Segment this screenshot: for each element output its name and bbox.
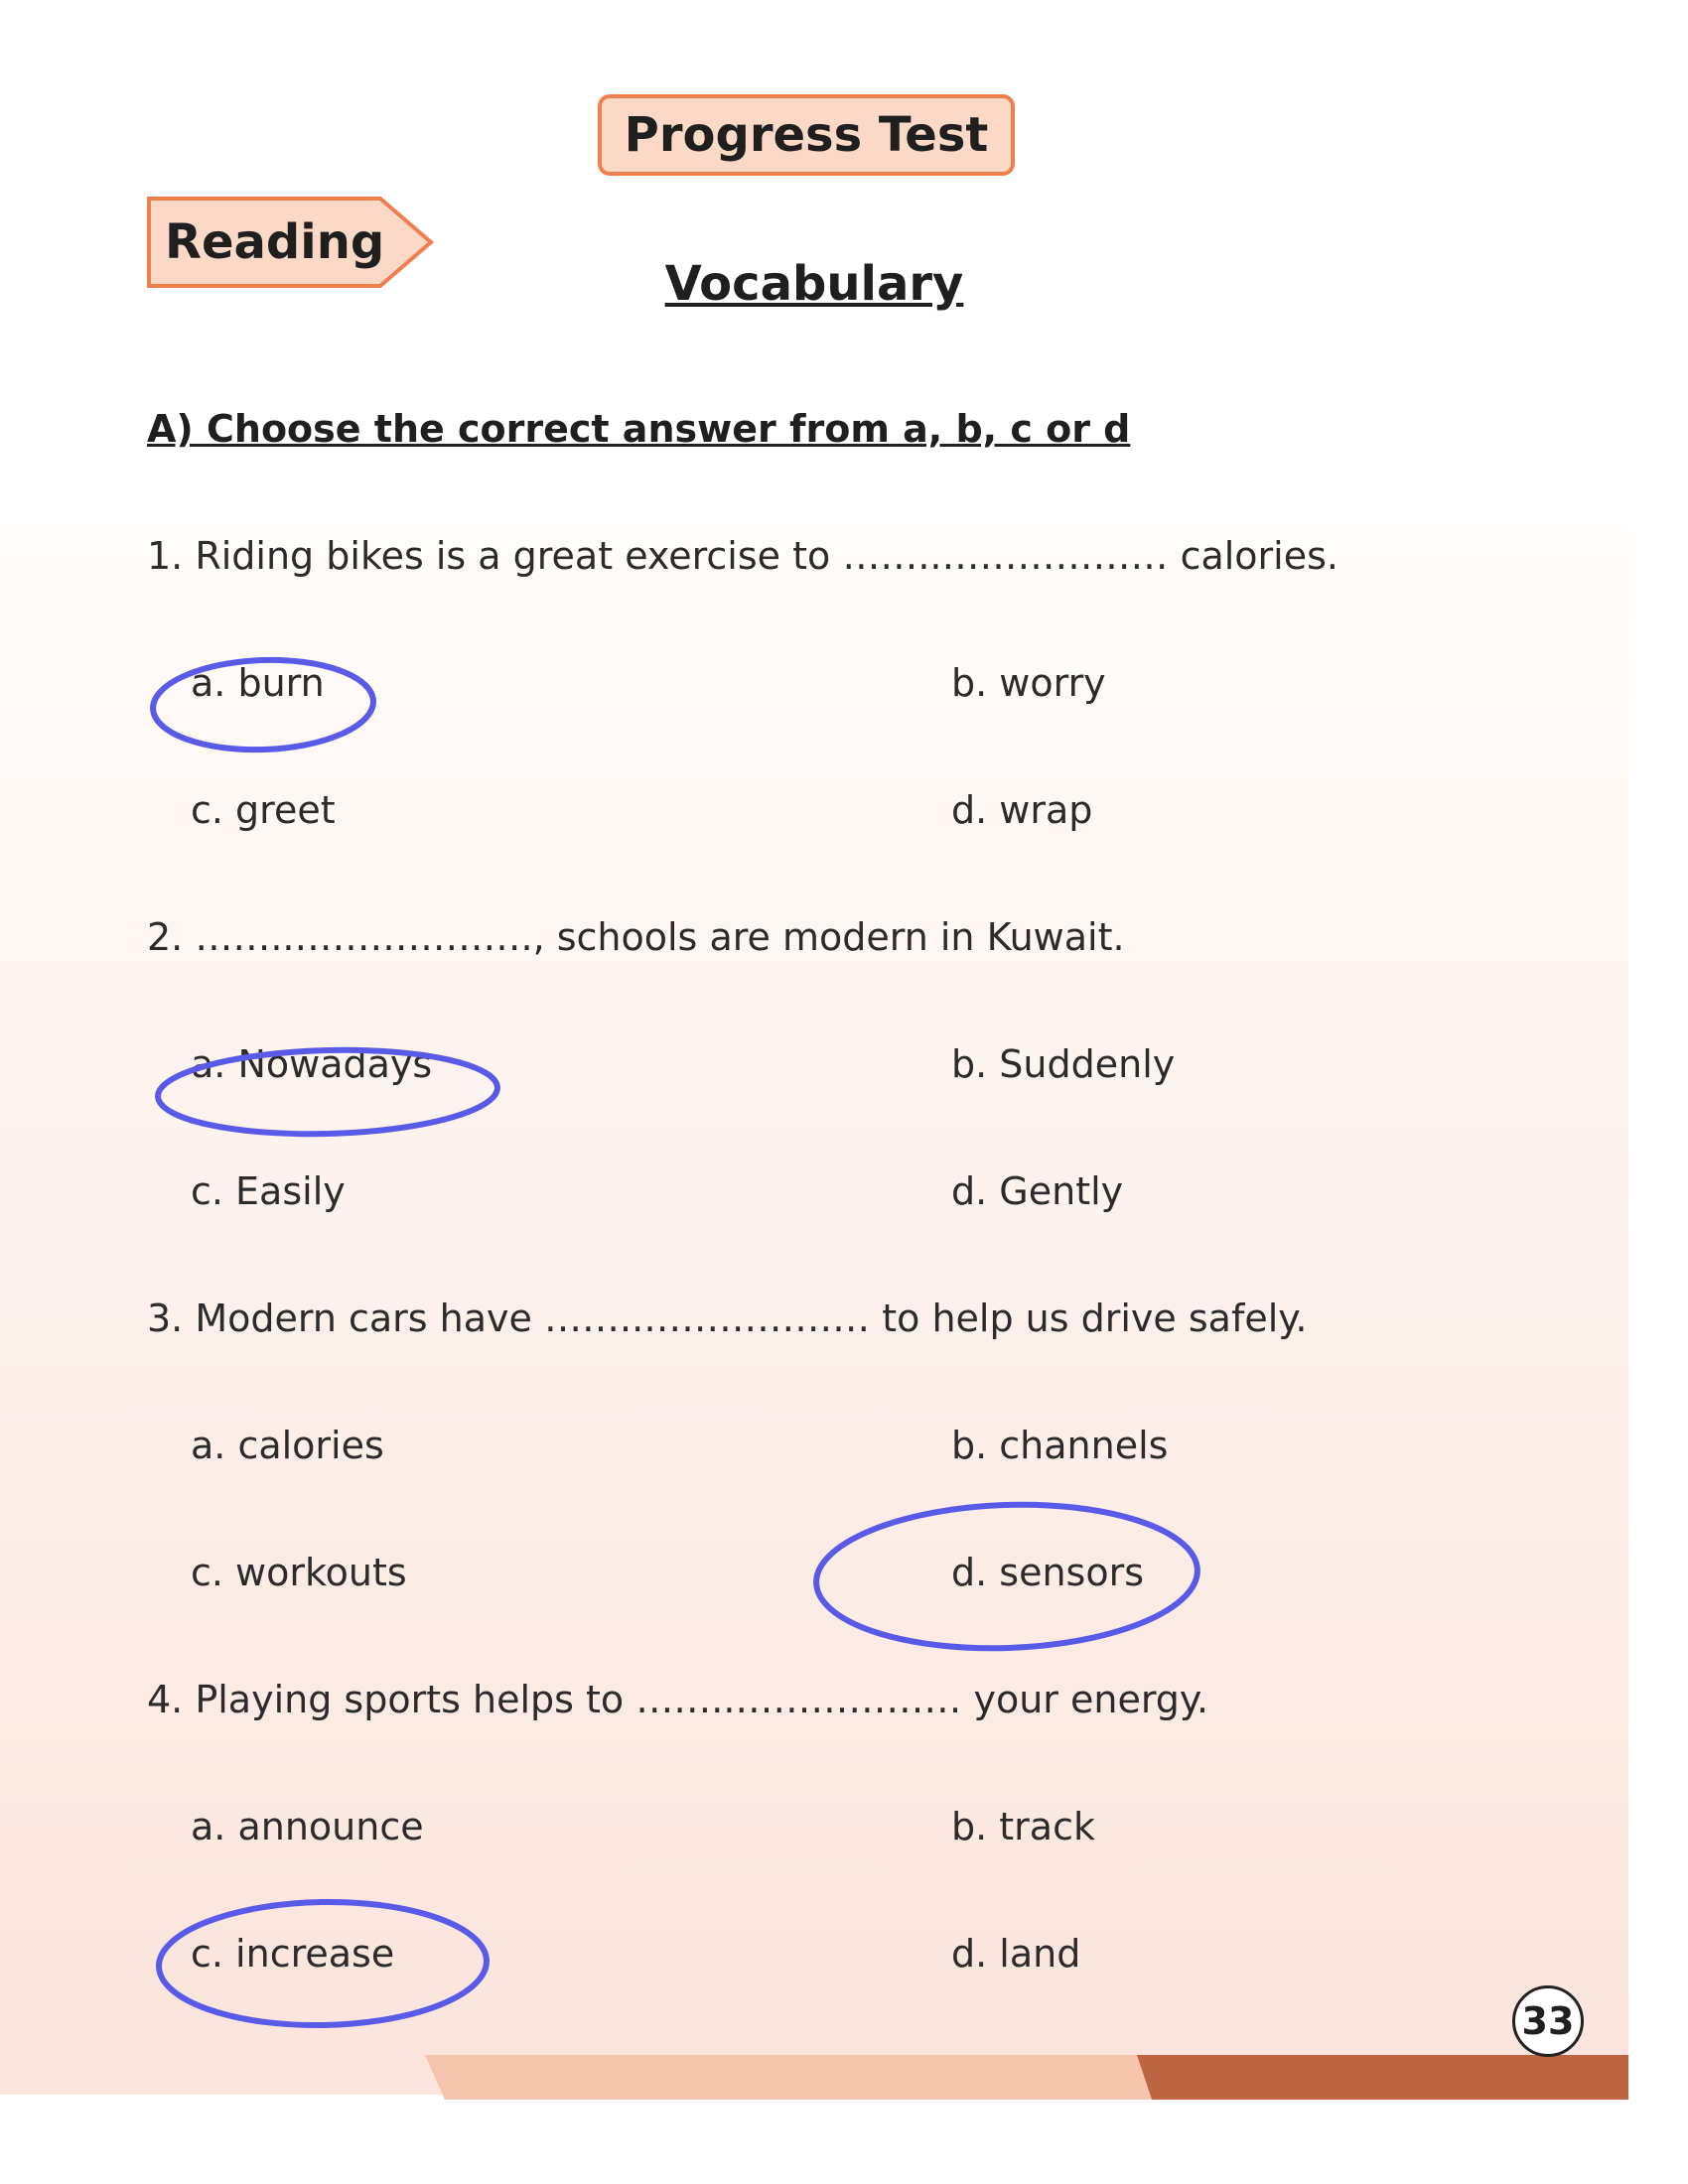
q3-option-d[interactable]: d. sensors (951, 1551, 1145, 1594)
q2-option-b[interactable]: b. Suddenly (951, 1042, 1176, 1086)
q3-option-c[interactable]: c. workouts (191, 1551, 407, 1594)
q3-option-a[interactable]: a. calories (191, 1424, 384, 1467)
q1-option-b[interactable]: b. worry (951, 661, 1106, 705)
question-1: 1. Riding bikes is a great exercise to ……..……………… calories. (147, 534, 1338, 578)
q4-option-d[interactable]: d. land (951, 1932, 1081, 1976)
q2-option-d[interactable]: d. Gently (951, 1169, 1124, 1213)
page-number: 33 (1512, 1985, 1584, 2057)
q4-option-c[interactable]: c. increase (191, 1932, 395, 1976)
q4-option-b[interactable]: b. track (951, 1805, 1095, 1848)
question-2: 2. ……..………………., schools are modern in Kuwait. (147, 915, 1125, 959)
section-subtitle: Vocabulary (664, 256, 964, 312)
q4-option-a[interactable]: a. announce (191, 1805, 424, 1848)
page-title: Progress Test (598, 94, 1015, 176)
q2-option-a[interactable]: a. Nowadays (191, 1042, 433, 1086)
footer-bar (0, 2055, 1628, 2100)
q3-option-b[interactable]: b. channels (951, 1424, 1169, 1467)
q1-option-a[interactable]: a. burn (191, 661, 325, 705)
q1-option-d[interactable]: d. wrap (951, 788, 1093, 832)
question-3: 3. Modern cars have ……..……………… to help us drive safely. (147, 1297, 1308, 1340)
question-4: 4. Playing sports helps to ……..……………… your energy. (147, 1678, 1209, 1721)
q1-option-c[interactable]: c. greet (191, 788, 336, 832)
q2-option-c[interactable]: c. Easily (191, 1169, 346, 1213)
section-tag-label: Reading (165, 214, 385, 270)
instruction: A) Choose the correct answer from a, b, c or d (147, 407, 1131, 451)
